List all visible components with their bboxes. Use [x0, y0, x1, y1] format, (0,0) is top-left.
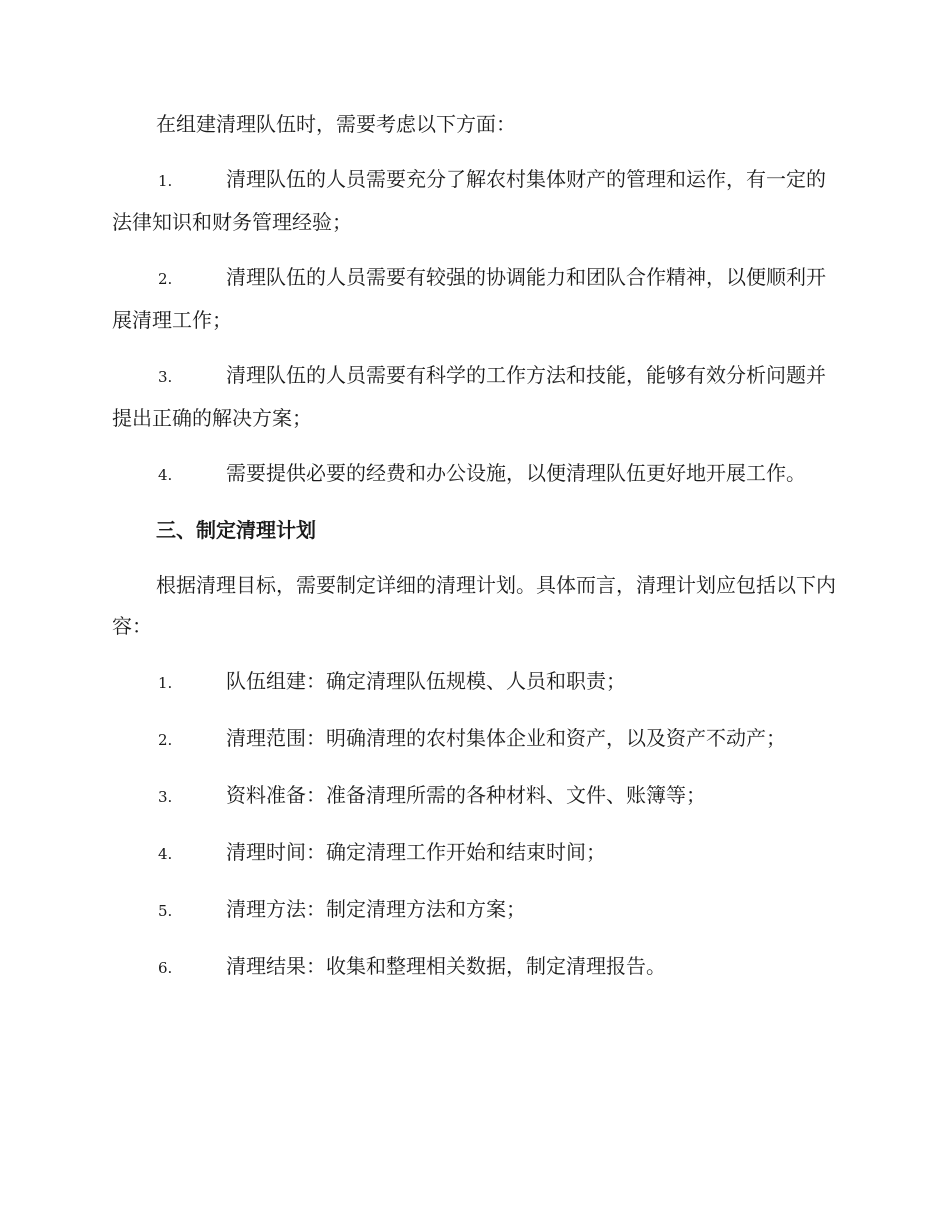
plan-intro-paragraph: 根据清理目标，需要制定详细的清理计划。具体而言，清理计划应包括以下内容： — [112, 573, 836, 638]
section-heading: 三、制定清理计划 — [156, 518, 316, 542]
list-number: 5. — [158, 902, 173, 920]
list-number: 1. — [158, 172, 173, 190]
list-item-text: 清理方法：制定清理方法和方案； — [226, 897, 526, 921]
list-number: 6. — [158, 959, 173, 977]
list-item-text: 清理队伍的人员需要有科学的工作方法和技能，能够有效分析问题并提出正确的解决方案； — [112, 363, 826, 430]
list-item — [112, 718, 836, 761]
list-item — [112, 946, 836, 989]
list-number: 3. — [158, 368, 173, 386]
list-item-text: 清理时间：确定清理工作开始和结束时间； — [226, 840, 606, 864]
list-item — [112, 889, 836, 932]
list-item-text: 资料准备：准备清理所需的各种材料、文件、账簿等； — [226, 783, 706, 807]
plan-items-list — [112, 661, 836, 989]
list-number: 3. — [158, 788, 173, 806]
list-item-text: 清理范围：明确清理的农村集体企业和资产，以及资产不动产； — [226, 726, 786, 750]
list-item — [112, 775, 836, 818]
intro-paragraph: 在组建清理队伍时，需要考虑以下方面： — [156, 112, 516, 136]
list-number: 1. — [158, 674, 173, 692]
list-item-text: 队伍组建：确定清理队伍规模、人员和职责； — [226, 669, 626, 693]
team-requirements-list — [112, 159, 836, 496]
list-item-text: 清理队伍的人员需要有较强的协调能力和团队合作精神，以便顺利开展清理工作； — [112, 265, 826, 332]
list-number: 4. — [158, 845, 173, 863]
list-item-text: 清理结果：收集和整理相关数据，制定清理报告。 — [226, 954, 666, 978]
list-item-text: 清理队伍的人员需要充分了解农村集体财产的管理和运作，有一定的法律知识和财务管理经验； — [112, 167, 826, 234]
list-item — [112, 355, 836, 439]
list-item — [112, 453, 836, 496]
document-body — [112, 104, 836, 1003]
list-number: 2. — [158, 270, 173, 288]
list-item — [112, 257, 836, 341]
list-item — [112, 832, 836, 875]
list-number: 2. — [158, 731, 173, 749]
list-item — [112, 661, 836, 704]
list-number: 4. — [158, 466, 173, 484]
list-item-text: 需要提供必要的经费和办公设施，以便清理队伍更好地开展工作。 — [226, 461, 806, 485]
list-item — [112, 159, 836, 243]
